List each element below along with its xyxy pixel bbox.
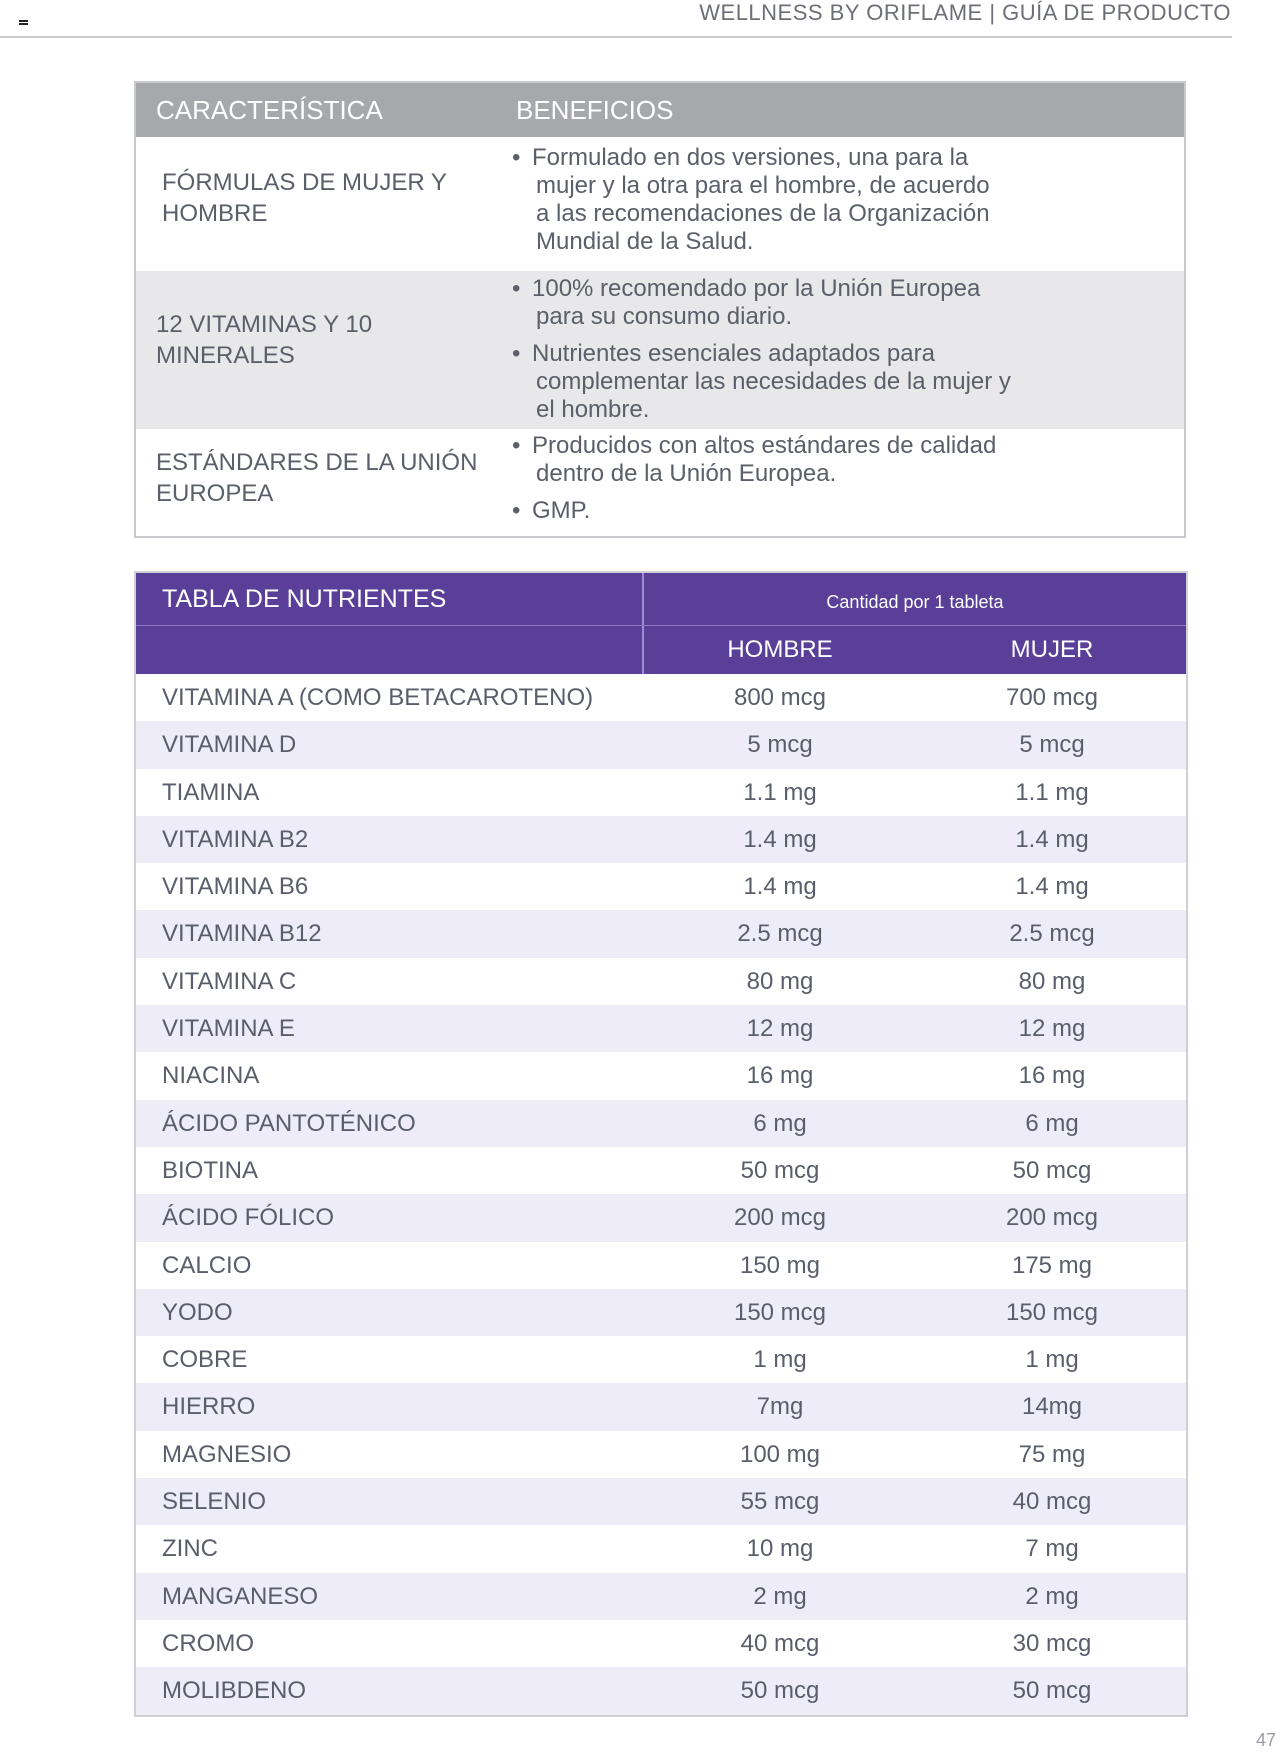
nutrient-name: VITAMINA E (162, 1015, 295, 1043)
benefit-line: a las recomendaciones de la Organización (536, 200, 990, 227)
women-column-header: MUJER (1010, 636, 1094, 663)
feature-label-line: MINERALES (156, 342, 295, 369)
women-amount: 1.4 mg (1015, 825, 1089, 853)
benefit-line: mujer y la otra para el hombre, de acuerdo (536, 172, 990, 199)
benefit-line: • GMP. (532, 497, 591, 524)
women-amount: 16 mg (1018, 1062, 1086, 1090)
nutrient-name: BIOTINA (162, 1156, 259, 1184)
nutrient-name: VITAMINA B2 (162, 825, 309, 853)
table-row (136, 1383, 1186, 1430)
women-amount: 1 mg (1025, 1346, 1079, 1374)
nutrients-table-title: TABLA DE NUTRIENTES (162, 585, 447, 613)
nutrient-name: MOLIBDENO (162, 1677, 307, 1705)
nutrient-name: TIAMINA (162, 778, 260, 806)
women-amount: 80 mg (1018, 967, 1086, 995)
benefits-list (512, 144, 990, 265)
benefit-line: Mundial de la Salud. (536, 228, 754, 255)
table-row (136, 674, 1186, 721)
benefit-line: dentro de la Unión Europea. (536, 460, 837, 487)
nutrient-name: ÁCIDO FÓLICO (162, 1204, 335, 1232)
table-row (136, 1525, 1186, 1572)
women-amount: 12 mg (1018, 1015, 1086, 1043)
men-amount: 80 mg (746, 967, 814, 995)
men-amount: 6 mg (753, 1109, 807, 1137)
table-row (136, 910, 1186, 957)
feature-label-line: 12 VITAMINAS Y 10 (156, 311, 373, 338)
men-amount: 1.1 mg (743, 778, 817, 806)
benefit-item (512, 340, 1011, 424)
men-amount: 100 mg (739, 1440, 821, 1468)
men-amount: 1 mg (753, 1346, 807, 1374)
table-row (136, 1667, 1186, 1714)
women-amount: 175 mg (1011, 1251, 1093, 1279)
women-amount: 5 mcg (1019, 731, 1085, 759)
nutrient-name: SELENIO (162, 1488, 267, 1516)
women-amount: 150 mcg (1005, 1298, 1099, 1326)
table-row (136, 1147, 1186, 1194)
men-column-header: HOMBRE (727, 636, 833, 663)
nutrients-column-headers (136, 626, 1186, 674)
women-amount: 7 mg (1025, 1535, 1079, 1563)
nutrient-name: YODO (162, 1298, 233, 1326)
table-row (136, 769, 1186, 816)
men-amount: 5 mcg (747, 731, 813, 759)
feature-row (136, 271, 1184, 429)
women-amount: 1.4 mg (1015, 873, 1089, 901)
nutrient-name: CALCIO (162, 1251, 252, 1279)
feature-row (136, 429, 1184, 536)
benefit-line: • Producidos con altos estándares de calidad (532, 432, 997, 459)
table-row (136, 863, 1186, 910)
nutrient-name: ÁCIDO PANTOTÉNICO (162, 1109, 416, 1137)
men-amount: 2 mg (753, 1582, 807, 1610)
women-amount: 2 mg (1025, 1582, 1079, 1610)
men-amount: 7mg (756, 1393, 804, 1421)
header-divider (0, 36, 1232, 38)
feature-label (156, 447, 477, 509)
table-row (136, 1478, 1186, 1525)
header-divider (642, 626, 644, 674)
feature-label-line: HOMBRE (162, 200, 268, 227)
table-row (136, 1005, 1186, 1052)
benefit-item (512, 497, 996, 525)
page-number: 47 (1255, 1730, 1276, 1750)
women-amount: 75 mg (1018, 1440, 1086, 1468)
nutrient-rows (136, 674, 1186, 1715)
benefit-line: el hombre. (536, 396, 650, 423)
menu-icon[interactable] (19, 20, 28, 25)
nutrient-name: NIACINA (162, 1062, 260, 1090)
benefit-line: complementar las necesidades de la mujer y (536, 368, 1011, 395)
benefit-line: • Formulado en dos versiones, una para la (532, 144, 969, 171)
table-row (136, 1431, 1186, 1478)
nutrient-name: MAGNESIO (162, 1440, 292, 1468)
women-amount: 50 mcg (1012, 1156, 1092, 1184)
men-amount: 50 mcg (740, 1677, 820, 1705)
nutrient-name: ZINC (162, 1535, 218, 1563)
feature-label (162, 167, 447, 229)
women-amount: 30 mcg (1012, 1629, 1092, 1657)
table-row (136, 1620, 1186, 1667)
header-title: WELLNESS BY ORIFLAME | GUÍA DE PRODUCTO (699, 0, 1231, 25)
table-row (136, 1100, 1186, 1147)
benefit-item (512, 144, 990, 256)
men-amount: 1.4 mg (743, 873, 817, 901)
table-row (136, 1289, 1186, 1336)
men-amount: 150 mcg (733, 1298, 827, 1326)
feature-label-line: ESTÁNDARES DE LA UNIÓN (156, 449, 478, 476)
nutrient-name: CROMO (162, 1629, 254, 1657)
men-amount: 800 mcg (733, 684, 827, 711)
nutrient-name: VITAMINA D (162, 731, 297, 759)
table-row (136, 1573, 1186, 1620)
table-row (136, 1052, 1186, 1099)
table-row (136, 958, 1186, 1005)
women-amount: 200 mcg (1005, 1204, 1099, 1232)
benefit-item (512, 432, 996, 488)
nutrient-name: VITAMINA C (162, 967, 297, 995)
features-table-header (136, 83, 1184, 137)
nutrients-table-header (136, 573, 1186, 626)
women-amount: 2.5 mcg (1009, 920, 1095, 948)
women-amount: 14mg (1021, 1393, 1083, 1421)
nutrient-name: COBRE (162, 1346, 248, 1374)
table-row (136, 816, 1186, 863)
nutrient-name: VITAMINA A (COMO BETACAROTENO) (162, 684, 594, 711)
men-amount: 150 mg (739, 1251, 821, 1279)
table-row (136, 1242, 1186, 1289)
men-amount: 200 mcg (733, 1204, 827, 1232)
women-amount: 6 mg (1025, 1109, 1079, 1137)
women-amount: 50 mcg (1012, 1677, 1092, 1705)
men-amount: 2.5 mcg (737, 920, 823, 948)
men-amount: 12 mg (746, 1015, 814, 1043)
features-table (134, 81, 1186, 538)
feature-column-header: CARACTERÍSTICA (156, 95, 383, 125)
benefits-list (512, 275, 1011, 433)
women-amount: 700 mcg (1005, 684, 1099, 711)
nutrient-name: HIERRO (162, 1393, 256, 1421)
men-amount: 40 mcg (740, 1629, 820, 1657)
men-amount: 16 mg (746, 1062, 814, 1090)
benefit-item (512, 275, 1011, 331)
men-amount: 1.4 mg (743, 825, 817, 853)
women-amount: 1.1 mg (1015, 778, 1089, 806)
feature-label-line: EUROPEA (156, 480, 274, 507)
nutrient-name: MANGANESO (162, 1582, 319, 1610)
benefit-line: • 100% recomendado por la Unión Europea (532, 275, 981, 302)
men-amount: 10 mg (746, 1535, 814, 1563)
men-amount: 50 mcg (740, 1156, 820, 1184)
feature-label (156, 309, 372, 371)
table-row (136, 1336, 1186, 1383)
table-row (136, 1194, 1186, 1241)
benefits-list (512, 432, 996, 534)
women-amount: 40 mcg (1012, 1488, 1092, 1516)
quantity-label: Cantidad por 1 tableta (826, 592, 1004, 612)
nutrients-table (134, 571, 1188, 1717)
nutrient-name: VITAMINA B12 (162, 920, 322, 948)
table-row (136, 721, 1186, 768)
men-amount: 55 mcg (740, 1488, 820, 1516)
nutrient-name: VITAMINA B6 (162, 873, 309, 901)
benefit-line: para su consumo diario. (536, 303, 793, 330)
benefit-line: • Nutrientes esenciales adaptados para (532, 340, 935, 367)
feature-label-line: FÓRMULAS DE MUJER Y (162, 169, 447, 196)
feature-row (136, 137, 1184, 271)
benefits-column-header: BENEFICIOS (516, 95, 674, 125)
